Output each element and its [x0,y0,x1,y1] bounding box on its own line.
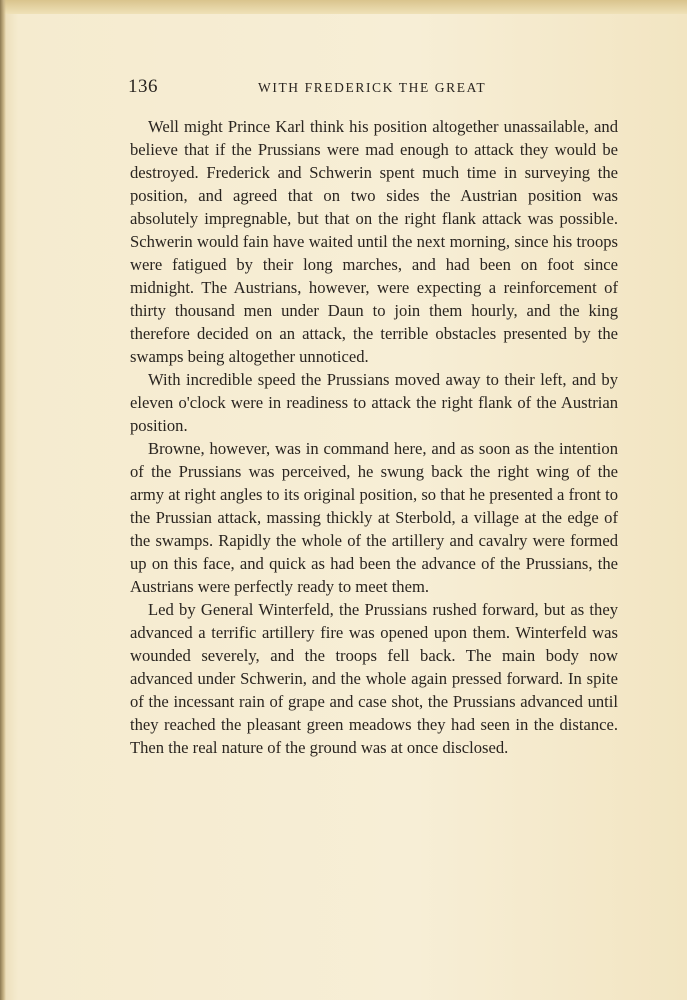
page-top-edge [0,0,687,14]
paragraph: With incredible speed the Prussians moved away to their left, and by eleven o'clock were in readiness to attack the right flank of the Austrian position. [130,370,618,435]
running-head: WITH FREDERICK THE GREAT [258,80,487,95]
body-text [130,115,618,759]
page-header [128,76,620,100]
paragraph: Browne, however, was in command here, and as soon as the intention of the Prussians was perceived, he swung back the right wing of the army at right angles to its original position, so that he presented a front to the Prussian attack, massing thickly at Sterbold, a village at the edge of the swamps. Rapidly the whole of the artillery and cavalry were formed up on this face, and quick as had been the advance of the Prussians, the Austrians were perfectly ready to meet them. [130,439,618,596]
paragraph: Well might Prince Karl think his position altogether unassailable, and believe that if the Prussians were mad enough to attack they would be destroyed. Frederick and Schwerin spent much time in surveying the position, and agreed that on two sides the Austrian position was absolutely impregnable, but that on the right flank attack was possible. Schwerin would fain have waited until the next morning, since his troops were fatigued by their long marches, and had been on foot since midnight. The Austrians, however, were expecting a reinforcement of thirty thousand men under Daun to join them hourly, and the king therefore decided on an attack, the terrible obstacles presented by the swamps being altogether unnoticed. [130,117,618,366]
page-number: 136 [128,76,158,97]
paragraph: Led by General Winterfeld, the Prussians rushed forward, but as they advanced a terrific artillery fire was opened upon them. Winterfeld was wounded severely, and the troops fell back. The main body now advanced under Schwerin, and the whole again pressed forward. In spite of the incessant rain of grape and case shot, the Prussians advanced until they reached the pleasant green meadows they had seen in the distance. Then the real nature of the ground was at once disclosed. [130,600,618,757]
page-binding-edge [0,0,6,1000]
